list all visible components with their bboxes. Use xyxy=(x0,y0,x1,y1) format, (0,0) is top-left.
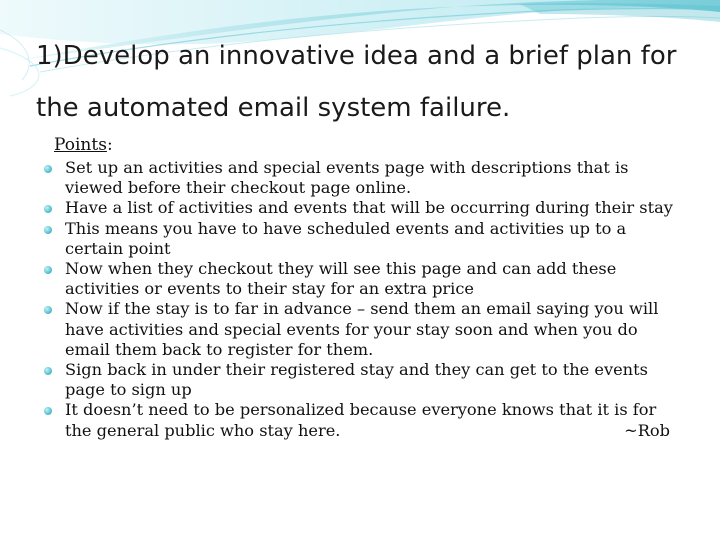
bullet-item xyxy=(44,400,684,440)
bullet-dot-icon xyxy=(44,165,52,173)
bullet-text: Now when they checkout they will see this page and can add these activities or events to their stay for an extra price xyxy=(65,259,617,299)
bullet-text: Sign back in under their registered stay and they can get to the events page to sign up xyxy=(65,360,648,400)
bullet-item xyxy=(44,299,684,360)
bullet-list xyxy=(44,158,684,441)
bullet-item xyxy=(44,198,684,218)
signature: ~Rob xyxy=(624,420,670,440)
bullet-text: Set up an activities and special events page with descriptions that is viewed before their checkout page online. xyxy=(65,158,629,198)
bullet-dot-icon xyxy=(44,407,52,415)
bullet-text: Have a list of activities and events that will be occurring during their stay xyxy=(65,198,673,218)
bullet-item xyxy=(44,259,684,299)
bullet-item xyxy=(44,360,684,400)
bullet-text: Now if the stay is to far in advance – send them an email saying you will have activities and special events for your stay soon and when you do email them back to register for them. xyxy=(65,299,659,359)
bullet-dot-icon xyxy=(44,367,52,375)
bullet-text: It doesn’t need to be personalized because everyone knows that it is for the general public who stay here. xyxy=(65,400,657,440)
bullet-dot-icon xyxy=(44,226,52,234)
bullet-text: This means you have to have scheduled events and activities up to a certain point xyxy=(65,218,627,258)
bullet-dot-icon xyxy=(44,306,52,314)
bullet-dot-icon xyxy=(44,266,52,274)
slide-title: 1)Develop an innovative idea and a brief plan for the automated email system failure. xyxy=(36,41,677,123)
bullet-item xyxy=(44,158,684,198)
points-heading xyxy=(54,135,113,155)
points-colon: : xyxy=(106,135,113,155)
points-label: Points xyxy=(54,135,107,155)
bullet-dot-icon xyxy=(44,205,52,213)
bullet-item xyxy=(44,219,684,259)
